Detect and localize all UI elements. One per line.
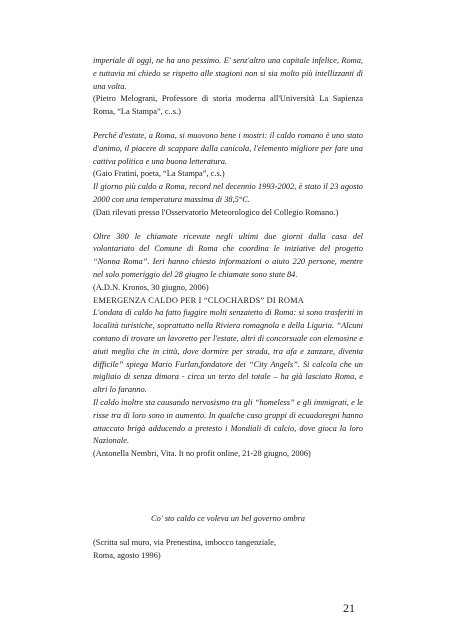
quote-nonna-roma: Oltre 300 le chiamate ricevute negli ultimi due giorni dalla casa del volontariato del Comune di Roma che coordina le iniziative del progetto “Nonna Roma”. Ieri hanno chiesto informazioni o aiuto 220 persone, mentre nel solo pomeriggio del 28 giugno le chiamate sono state 84. bbox=[93, 231, 363, 279]
paragraph-gap bbox=[93, 119, 363, 130]
quote-homeless: Il caldo inoltre sta causando nervosismo tra gli “homeless” e gli immigrati, e le risse tra di loro sono in aumento. In qualche caso gruppi di ecuadoregni hanno attaccato brigà adducendo a pretesto i Mondiali di calcio, dove gioca la loro Nazionale. bbox=[93, 397, 363, 446]
quote-graffiti: Co' sto caldo ce voleva un bel governo ombra bbox=[151, 513, 305, 523]
heading-emergenza-caldo: EMERGENZA CALDO PER I “CLOCHARDS” DI ROMA bbox=[93, 295, 305, 305]
source-adnkronos: (A.D.N. Kronos, 30 giugno, 2006) bbox=[93, 282, 209, 292]
quote-temperature-record: Il giorno più caldo a Roma, record nel decennio 1993-2002, è stato il 23 agosto 2000 con una temperatura massima di 38,5°C. bbox=[93, 182, 363, 204]
quote-melograni: imperiale di oggi, ne ha uno pessimo. E' senz'altro una capitale infelice, Roma, e tuttavia mi chiedo se rispetto alle stagioni non si sia molto più intellizzanti di una volta. bbox=[93, 56, 363, 91]
paragraph-gap bbox=[93, 461, 363, 513]
source-graffiti-line1: (Scritta sul muro, via Prenestina, imbocco tangenziale, bbox=[93, 537, 277, 547]
source-fratini: (Gaio Fratini, poeta, “La Stampa”, c.s.) bbox=[93, 169, 225, 179]
paragraph-gap bbox=[93, 526, 363, 537]
source-melograni: (Pietro Melograni, Professore di storia moderna all'Università La Sapienza Roma, “La Stampa”, c..s.) bbox=[93, 94, 363, 117]
quote-fratini: Perché d'estate, a Roma, si muovono bene i mostri: il caldo romano è uno stato d'animo, il piacere di scappare dalla canicola, l'elemento migliore per fare una cattiva politica e una buona letteratura. bbox=[93, 130, 363, 166]
source-vita: (Antonella Nembri, Vita. It no profit online, 21-28 giugno, 2006) bbox=[93, 449, 311, 459]
source-osservatorio: (Dati rilevati presso l'Osservatorio Meteorologico del Collegio Romano.) bbox=[93, 207, 339, 217]
page-number: 21 bbox=[343, 601, 355, 615]
document-body bbox=[93, 55, 363, 562]
source-graffiti-line2: Roma, agosto 1996) bbox=[93, 550, 161, 560]
paragraph-gap bbox=[93, 220, 363, 231]
quote-clochards: L'ondata di caldo ha fatto fuggire molti senzatetto di Roma: si sono trasferiti in località turistiche, soprattutto nella Riviera romagnola e della Liguria. “Alcuni contano di trovare un lavoretto per l'estate, altri di concorsuale con elemosine e aiuti meglio che in città, dove dormire per strada, tra afa e zanzare, diventa difficile” spiega Mario Furlan,fondatore dei “City Angels”. Si calcola che un migliaio di senza dimora - circa un terzo del totale – ha già lasciato Roma, e altri lo faranno. bbox=[93, 308, 363, 395]
